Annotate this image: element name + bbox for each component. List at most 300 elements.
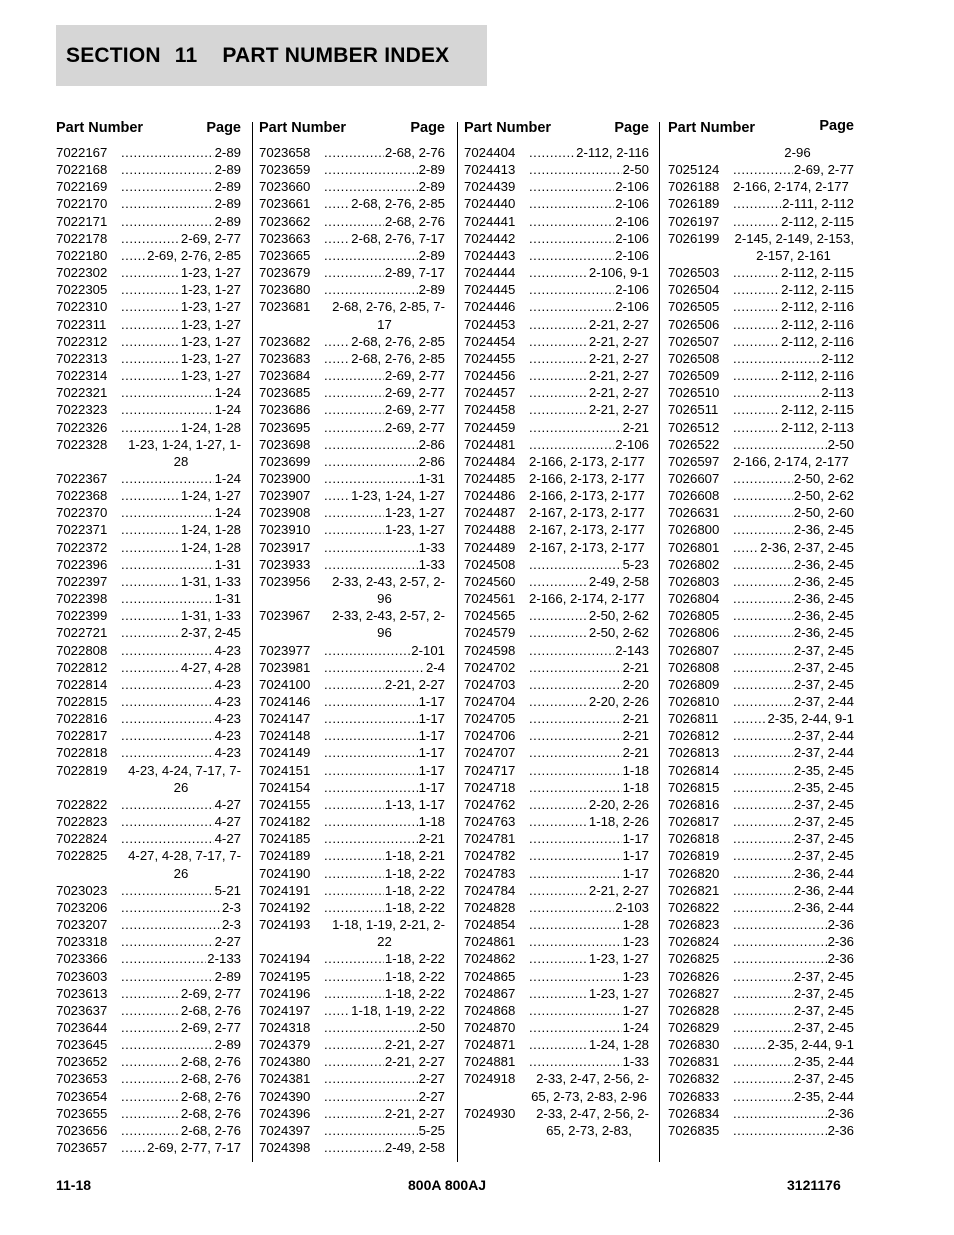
part-number: 7024397 <box>259 1122 311 1138</box>
index-row <box>668 710 854 727</box>
page-references <box>733 1019 854 1036</box>
footer-model: 800A 800AJ <box>408 1177 487 1193</box>
index-row <box>259 195 445 212</box>
page-reference: 1-17 <box>418 762 445 778</box>
dot-leader <box>733 419 780 436</box>
page-reference: 1-24, 1-28 <box>180 539 241 555</box>
part-number: 7023917 <box>259 539 311 555</box>
page-references: 4-23, 4-24, 7-17, 7-26 <box>128 762 241 795</box>
page-references <box>121 882 241 899</box>
page-references <box>733 556 854 573</box>
page-references <box>733 333 854 350</box>
page-reference: 2-21, 2-27 <box>588 402 649 418</box>
part-number: 7025124 <box>668 162 720 178</box>
page-reference: 2-68, 2-76 <box>180 1054 241 1070</box>
page-heading: Page <box>819 118 854 134</box>
part-number: 7024508 <box>464 556 516 572</box>
part-number: 7024453 <box>464 316 516 332</box>
index-row <box>259 847 445 864</box>
dot-leader <box>529 1053 622 1070</box>
part-number: 7024868 <box>464 1002 516 1018</box>
index-row <box>56 1122 241 1139</box>
part-number: 7024442 <box>464 230 516 246</box>
index-row <box>464 847 649 864</box>
index-row <box>668 1070 854 1087</box>
part-number: 7022398 <box>56 591 108 607</box>
part-number: 7023318 <box>56 934 108 950</box>
index-row <box>464 607 649 624</box>
dot-leader <box>529 624 588 641</box>
part-number: 7026608 <box>668 488 720 504</box>
page-reference: 2-50, 2-62 <box>793 470 854 486</box>
page-reference: 1-27 <box>622 1002 649 1018</box>
part-number: 7023681 <box>259 299 311 315</box>
part-number: 7024185 <box>259 831 311 847</box>
part-number: 7023659 <box>259 162 311 178</box>
index-row <box>259 1002 445 1019</box>
column-divider <box>457 122 458 1162</box>
dot-leader <box>529 367 588 384</box>
part-number: 7024318 <box>259 1019 311 1035</box>
dot-leader <box>733 281 780 298</box>
page-reference: 2-89 <box>214 1037 241 1053</box>
page-references <box>324 676 445 693</box>
dot-leader <box>529 916 622 933</box>
index-row <box>259 350 445 367</box>
page-references <box>733 521 854 538</box>
page-references <box>529 178 649 195</box>
dot-leader <box>121 968 214 985</box>
page-reference: 2-37, 2-44 <box>793 694 854 709</box>
page-reference: 2-68, 2-76, 2-85 <box>351 333 445 349</box>
page-heading: Page <box>410 120 445 136</box>
index-row <box>668 195 854 212</box>
page-references <box>324 1088 445 1105</box>
page-reference: 2-106 <box>615 282 649 298</box>
part-number: 7024444 <box>464 265 516 281</box>
page-reference: 4-23 <box>214 642 241 658</box>
part-number: 7023686 <box>259 402 311 418</box>
page-references <box>733 161 854 178</box>
page-reference: 2-21 <box>622 419 649 435</box>
dot-leader <box>121 281 180 298</box>
index-row <box>259 659 445 676</box>
dot-leader <box>121 1053 180 1070</box>
page-reference: 2-27 <box>418 1071 445 1087</box>
page-reference: 2-112, 2-115 <box>781 213 854 229</box>
section-label: SECTION <box>66 43 161 67</box>
page-reference: 2-36, 2-45 <box>793 625 854 641</box>
index-rows <box>668 144 854 1139</box>
part-number: 7022302 <box>56 265 108 281</box>
part-number: 7026812 <box>668 728 720 744</box>
index-row <box>56 830 241 847</box>
page-reference: 2-89 <box>214 145 241 160</box>
page-reference: 2-69, 2-77 <box>180 230 241 246</box>
page-reference: 2-37, 2-45 <box>793 796 854 812</box>
index-row <box>259 556 445 573</box>
page-references <box>529 676 649 693</box>
index-row <box>464 899 649 916</box>
page-reference: 1-31 <box>418 470 445 486</box>
page-references <box>529 195 649 212</box>
page-references <box>324 1070 445 1087</box>
page-reference: 1-23, 1-27 <box>180 368 241 384</box>
page-references <box>733 539 854 556</box>
page-references <box>529 401 649 418</box>
page-reference: 1-18, 2-22 <box>384 882 445 898</box>
index-row <box>464 1002 649 1019</box>
page-reference: 1-33 <box>418 556 445 572</box>
page-reference: 2-89 <box>418 282 445 298</box>
part-number: 7022816 <box>56 711 108 727</box>
page-references <box>121 796 241 813</box>
page-reference: 1-18, 2-21 <box>384 848 445 864</box>
index-row <box>259 419 445 436</box>
page-reference: 2-106 <box>615 247 649 263</box>
page-reference: 1-18 <box>622 779 649 795</box>
index-row <box>56 333 241 350</box>
page-references <box>529 916 649 933</box>
page-reference: 1-23, 1-27 <box>588 951 649 967</box>
part-number: 7023613 <box>56 985 108 1001</box>
index-row <box>259 744 445 761</box>
part-number: 7026808 <box>668 659 720 675</box>
part-number: 7022371 <box>56 522 108 538</box>
page-reference: 4-23 <box>214 728 241 744</box>
dot-leader <box>733 933 827 950</box>
index-row <box>56 436 241 470</box>
dot-leader <box>324 1122 418 1139</box>
page-references <box>324 1002 445 1019</box>
dot-leader <box>121 195 214 212</box>
dot-leader <box>324 350 350 367</box>
page-reference: 2-86 <box>418 453 445 469</box>
part-number: 7023665 <box>259 247 311 263</box>
page-reference: 2-36, 2-44 <box>793 882 854 898</box>
dot-leader <box>733 504 793 521</box>
page-references <box>529 642 649 659</box>
page-references <box>324 195 445 212</box>
part-number: 7024191 <box>259 882 311 898</box>
page-references <box>733 487 854 504</box>
page-references <box>121 968 241 985</box>
part-number: 7023603 <box>56 968 108 984</box>
page-reference: 4-27, 4-28 <box>180 659 241 675</box>
dot-leader <box>733 1070 793 1087</box>
part-number: 7024867 <box>464 985 516 1001</box>
part-number: 7026816 <box>668 796 720 812</box>
dot-leader <box>121 333 180 350</box>
index-row <box>259 968 445 985</box>
index-row <box>259 642 445 659</box>
dot-leader <box>529 230 614 247</box>
page-reference: 1-17 <box>418 711 445 727</box>
part-number: 7024440 <box>464 196 516 212</box>
page-references <box>529 419 649 436</box>
part-number: 7026503 <box>668 265 720 281</box>
index-row <box>464 796 649 813</box>
index-row <box>56 230 241 247</box>
dot-leader <box>324 419 384 436</box>
part-number: 7024193 <box>259 917 311 933</box>
page-references: 2-68, 2-76, 2-85, 7-17 <box>332 299 445 332</box>
part-number: 7023977 <box>259 642 311 658</box>
part-number: 7024481 <box>464 436 516 452</box>
part-number: 7023698 <box>259 436 311 452</box>
part-number: 7026810 <box>668 694 720 709</box>
footer-page-number: 11-18 <box>56 1177 92 1193</box>
dot-leader <box>529 659 622 676</box>
page-reference: 2-37, 2-44 <box>793 745 854 761</box>
index-row <box>259 161 445 178</box>
dot-leader <box>529 298 614 315</box>
page-reference: 1-33 <box>418 539 445 555</box>
part-number: 7026826 <box>668 968 720 984</box>
part-number: 7024396 <box>259 1105 311 1121</box>
index-row <box>668 693 854 710</box>
index-row <box>464 813 649 830</box>
index-row <box>56 744 241 761</box>
page-references <box>529 950 649 967</box>
part-number: 7023654 <box>56 1088 108 1104</box>
page-references <box>529 384 649 401</box>
part-number: 7022328 <box>56 436 108 452</box>
dot-leader <box>121 1122 180 1139</box>
page-references <box>121 470 241 487</box>
index-row <box>56 899 241 916</box>
page-references <box>529 762 649 779</box>
page-reference: 1-24 <box>214 505 241 521</box>
page-references <box>324 281 445 298</box>
page-reference: 2-37, 2-45 <box>793 659 854 675</box>
index-row <box>56 1070 241 1087</box>
dot-leader <box>324 213 384 230</box>
page-references <box>121 642 241 659</box>
dot-leader <box>324 1139 384 1156</box>
part-number: 7024459 <box>464 419 516 435</box>
index-row <box>56 1053 241 1070</box>
dot-leader <box>529 161 622 178</box>
dot-leader <box>121 1019 180 1036</box>
page-reference: 1-23 <box>622 968 649 984</box>
index-row <box>668 1088 854 1105</box>
part-number: 7024871 <box>464 1037 516 1053</box>
part-number: 7024486 <box>464 488 516 504</box>
page-reference: 2-112, 2-113 <box>781 419 854 435</box>
part-number: 7026831 <box>668 1054 720 1070</box>
dot-leader <box>733 624 793 641</box>
page-reference: 5-21 <box>214 882 241 898</box>
part-number: 7022808 <box>56 642 108 658</box>
page-reference: 2-21, 2-27 <box>588 350 649 366</box>
page-reference: 1-23, 1-27 <box>384 505 445 521</box>
dot-leader <box>324 1053 384 1070</box>
part-number: 7023366 <box>56 951 108 967</box>
index-row <box>56 693 241 710</box>
page-reference: 5-23 <box>622 556 649 572</box>
part-number: 7026814 <box>668 762 720 778</box>
page-reference: 1-18, 2-22 <box>384 951 445 967</box>
page-reference: 2-36 <box>827 1105 854 1121</box>
index-row <box>259 178 445 195</box>
part-number: 7023907 <box>259 488 311 504</box>
part-number: 7023663 <box>259 230 311 246</box>
part-number: 7024195 <box>259 968 311 984</box>
part-number: 7026830 <box>668 1037 720 1053</box>
part-number: 7023644 <box>56 1019 108 1035</box>
index-row <box>56 1002 241 1019</box>
part-number: 7026631 <box>668 505 720 521</box>
part-number: 7022313 <box>56 350 108 366</box>
part-number: 7023658 <box>259 145 311 160</box>
dot-leader <box>121 676 214 693</box>
dot-leader <box>121 1036 214 1053</box>
dot-leader <box>121 607 180 624</box>
page-references <box>529 298 649 315</box>
part-number-heading: Part Number <box>668 120 756 136</box>
dot-leader <box>529 865 622 882</box>
page-reference: 2-68, 2-76, 2-85 <box>351 196 445 212</box>
page-references <box>529 899 649 916</box>
index-row <box>56 213 241 230</box>
index-row <box>259 333 445 350</box>
index-row <box>668 470 854 487</box>
index-row <box>56 470 241 487</box>
part-number: 7026818 <box>668 831 720 847</box>
page-references <box>324 727 445 744</box>
page-reference: 2-68, 2-76 <box>180 1105 241 1121</box>
part-number: 7024147 <box>259 711 311 727</box>
index-row <box>56 281 241 298</box>
index-row <box>668 298 854 315</box>
index-row <box>259 676 445 693</box>
part-number: 7022370 <box>56 505 108 521</box>
dot-leader <box>121 316 180 333</box>
page-references <box>733 401 854 418</box>
index-row <box>464 950 649 967</box>
page-reference: 2-36, 2-45 <box>793 556 854 572</box>
index-row <box>464 933 649 950</box>
dot-leader <box>324 676 384 693</box>
index-row <box>56 384 241 401</box>
index-row <box>464 744 649 761</box>
index-row <box>668 659 854 676</box>
page-reference: 2-50 <box>418 1019 445 1035</box>
page-references <box>324 659 445 676</box>
page-references: 2-166, 2-173, 2-177 <box>529 453 645 469</box>
page-references <box>733 727 854 744</box>
page-references <box>529 144 649 161</box>
index-row <box>668 401 854 418</box>
page-references <box>324 178 445 195</box>
part-number: 7024704 <box>464 694 516 709</box>
part-number: 7024487 <box>464 505 516 521</box>
page-references <box>324 1053 445 1070</box>
page-reference: 1-17 <box>418 745 445 761</box>
part-number-heading: Part Number <box>464 120 552 136</box>
index-row <box>464 436 649 453</box>
index-row <box>464 487 649 504</box>
page-references <box>324 865 445 882</box>
index-row <box>259 865 445 882</box>
dot-leader <box>121 178 214 195</box>
page-reference: 2-21, 2-27 <box>384 1037 445 1053</box>
part-number: 7024379 <box>259 1037 311 1053</box>
index-row <box>259 1088 445 1105</box>
page-reference: 1-18, 2-22 <box>384 968 445 984</box>
index-row <box>464 161 649 178</box>
part-number: 7023023 <box>56 882 108 898</box>
index-row <box>56 590 241 607</box>
page-references <box>733 933 854 950</box>
page-reference: 2-21 <box>622 711 649 727</box>
dot-leader <box>324 659 425 676</box>
index-row <box>464 1036 649 1053</box>
index-row <box>668 367 854 384</box>
part-number: 7023661 <box>259 196 311 212</box>
index-row <box>259 1070 445 1087</box>
dot-leader <box>324 830 418 847</box>
page-reference: 1-31 <box>214 591 241 607</box>
page-references <box>529 830 649 847</box>
page-references <box>324 882 445 899</box>
index-row <box>259 727 445 744</box>
part-number: 7022396 <box>56 556 108 572</box>
page-references <box>529 710 649 727</box>
page-reference: 2-35, 2-45 <box>793 779 854 795</box>
page-references <box>121 316 241 333</box>
page-reference: 2-101 <box>411 642 445 658</box>
index-row <box>56 350 241 367</box>
part-number: 7026806 <box>668 625 720 641</box>
page-reference: 1-13, 1-17 <box>384 796 445 812</box>
index-row <box>56 882 241 899</box>
page-reference: 2-112, 2-116 <box>781 333 854 349</box>
page-reference: 2-69, 2-77 <box>180 1019 241 1035</box>
page-reference: 2-36 <box>827 951 854 967</box>
part-number: 7023207 <box>56 917 108 933</box>
dot-leader <box>121 813 214 830</box>
page-references <box>121 230 241 247</box>
part-number: 7023699 <box>259 453 311 469</box>
index-row <box>464 316 649 333</box>
index-row <box>464 213 649 230</box>
index-row <box>464 367 649 384</box>
dot-leader <box>324 230 350 247</box>
part-number: 7026827 <box>668 985 720 1001</box>
index-row <box>259 710 445 727</box>
part-number: 7024445 <box>464 282 516 298</box>
dot-leader <box>529 710 622 727</box>
part-number: 7023656 <box>56 1122 108 1138</box>
page-references <box>733 813 854 830</box>
part-number: 7026197 <box>668 213 720 229</box>
index-row <box>259 916 445 950</box>
index-row <box>668 830 854 847</box>
dot-leader <box>324 1070 418 1087</box>
part-number: 7024455 <box>464 350 516 366</box>
index-row <box>56 847 241 881</box>
dot-leader <box>733 1019 793 1036</box>
page-reference: 2-37, 2-44 <box>793 728 854 744</box>
page-references <box>529 796 649 813</box>
page-reference: 2-69, 2-77 <box>180 985 241 1001</box>
page-references <box>733 950 854 967</box>
page-reference: 2-112, 2-115 <box>781 282 854 298</box>
dot-leader <box>121 298 180 315</box>
index-row <box>464 504 649 521</box>
